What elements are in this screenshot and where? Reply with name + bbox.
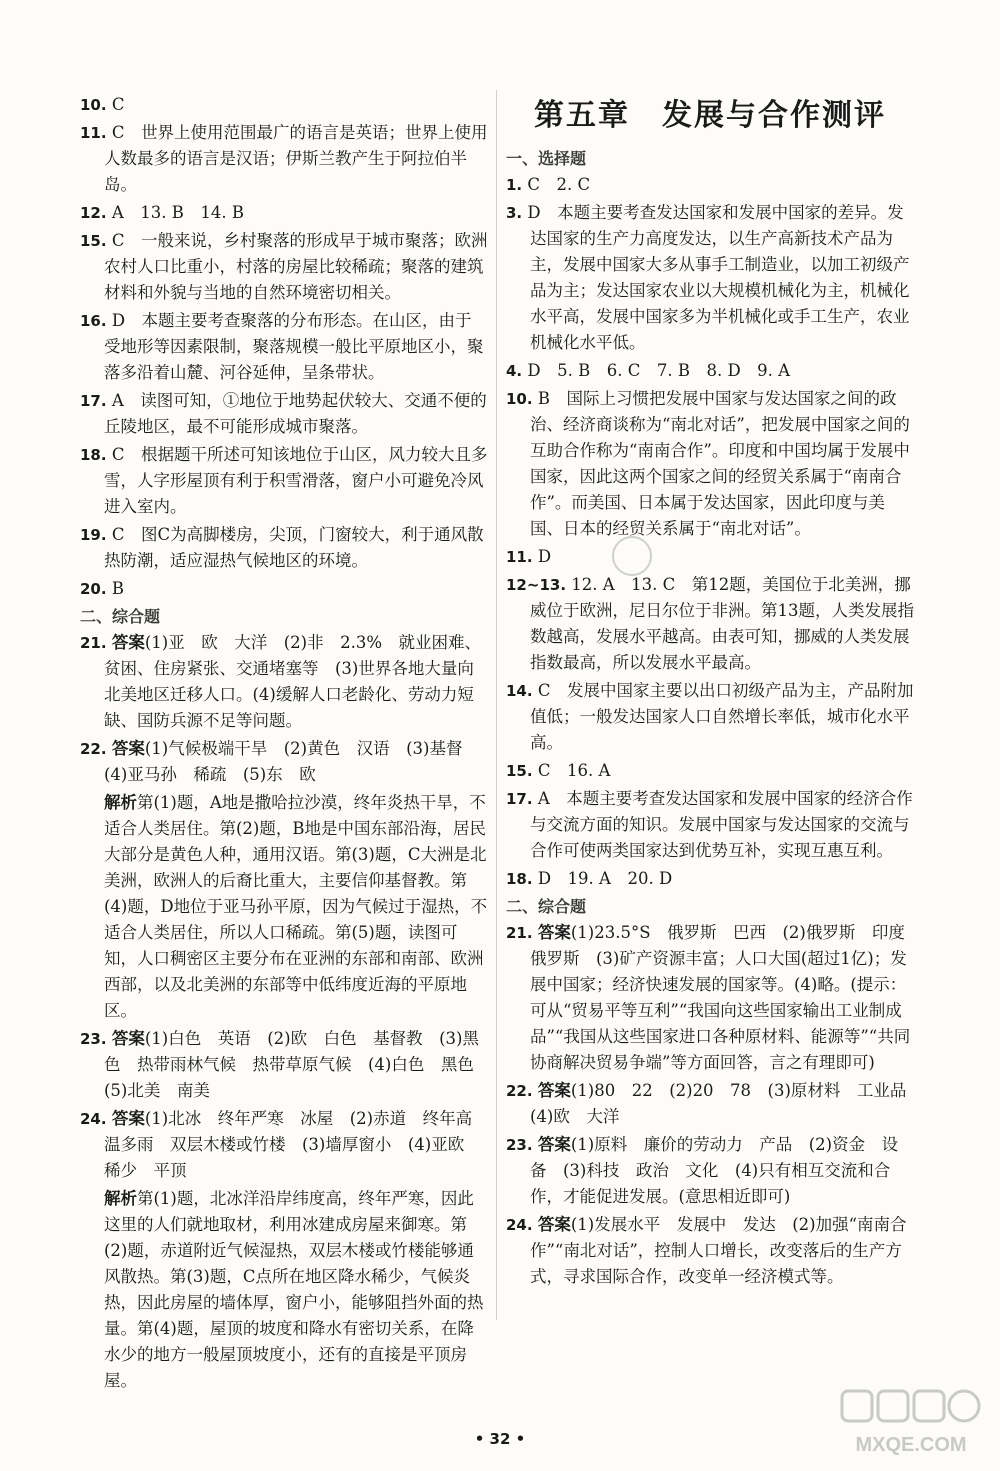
- question-number: 18.: [80, 446, 107, 464]
- question-number: 10.: [80, 96, 107, 114]
- question-number: 11.: [506, 548, 533, 566]
- question-number: 16.: [80, 312, 107, 330]
- right-section-heading-2: 二、综合题: [506, 897, 587, 916]
- answer-text: A 13. B 14. B: [111, 203, 244, 222]
- answer-text: (1)80 22 (2)20 78 (3)原材料 工业品 (4)欧 大洋: [530, 1081, 923, 1126]
- answer-item: [506, 866, 914, 892]
- question-number: 21.: [80, 634, 107, 652]
- answer-item: [80, 228, 488, 306]
- answer-tag: 解析: [104, 793, 137, 812]
- question-number: 24.: [80, 1110, 107, 1128]
- question-number: 15.: [506, 762, 533, 780]
- answer-item: [80, 576, 488, 602]
- answer-item: [80, 200, 488, 226]
- left-answers: [80, 92, 488, 602]
- question-number: 12.: [80, 204, 107, 222]
- question-number: 23.: [80, 1030, 107, 1048]
- answer-item: [80, 630, 488, 734]
- answer-tag: 解析: [104, 1189, 137, 1208]
- watermark-logo-icon: [836, 1385, 986, 1463]
- answer-text: (1)北冰 终年严寒 冰屋 (2)赤道 终年高温多雨 双层木楼或竹楼 (3)墙厚窗小 (4)亚欧 稀少 平顶: [104, 1109, 481, 1180]
- answer-text: C 一般来说，乡村聚落的形成早于城市聚落；欧洲农村人口比重小，村落的房屋比较稀疏；聚落的建筑材料和外貌与当地的自然环境密切相关。: [104, 231, 488, 302]
- left-column: [80, 92, 491, 1396]
- answer-text: B: [111, 579, 124, 598]
- question-number: 20.: [80, 580, 107, 598]
- answer-item: [506, 786, 914, 864]
- answer-tag: 答案: [537, 1215, 571, 1234]
- answer-item: [506, 358, 914, 384]
- question-number: 24.: [506, 1216, 533, 1234]
- question-number: 15.: [80, 232, 107, 250]
- answer-item: [80, 1186, 488, 1394]
- answer-text: (1)23.5°S 俄罗斯 巴西 (2)俄罗斯 印度 俄罗斯 (3)矿产资源丰富；人口大国(超过1亿)；发展中国家；经济快速发展的国家等。(4)略。(提示：可从“贸易平等互利”“我国向这些国家输出工业制成品”“我国从这些国家进口各种原材料、能源等”“共同协商解决贸易争端”等方面回答，言之有理即可): [530, 923, 922, 1072]
- answer-text: C: [111, 95, 125, 114]
- answer-text: C 2. C: [527, 175, 591, 194]
- question-number: 17.: [506, 790, 533, 808]
- question-number: 12~13.: [506, 576, 567, 594]
- question-number: 1.: [506, 176, 523, 194]
- right-column: [506, 92, 923, 1292]
- answer-item: [506, 572, 914, 676]
- answer-tag: 答案: [537, 1081, 571, 1100]
- answer-text: (1)原料 廉价的劳动力 产品 (2)资金 设备 (3)科技 政治 文化 (4)只有相互交流和合作，才能促进发展。(意思相近即可): [530, 1135, 899, 1206]
- answer-text: (1)气候极端干旱 (2)黄色 汉语 (3)基督 (4)亚马孙 稀疏 (5)东 欧: [104, 739, 479, 784]
- answer-item: [80, 790, 488, 1024]
- answer-item: [506, 1078, 923, 1130]
- answer-text: (1)亚 欧 大洋 (2)非 2.3% 就业困难、贫困、住房紧张、交通堵塞等 (3)世界各地大量向北美地区迁移人口。(4)缓解人口老龄化、劳动力短缺、国防兵源不足等问题。: [104, 633, 481, 730]
- answer-text: 第(1)题，北冰洋沿岸纬度高，终年严寒，因此这里的人们就地取材，利用冰建成房屋来御寒。第(2)题，赤道附近气候湿热，双层木楼或竹楼能够通风散热。第(3)题，C点所在地区降水稀少，气候炎热，因此房屋的墙体厚，窗户小，能够阻挡外面的热量。第(4)题，屋顶的坡度和降水有密切关系，在降水少的地方一般屋顶坡度小，还有的直接是平顶房屋。: [104, 1189, 484, 1390]
- answer-item: [506, 172, 914, 198]
- answer-text: (1)发展水平 发展中 发达 (2)加强“南南合作”“南北对话”，控制人口增长，改变落后的生产方式，寻求国际合作，改变单一经济模式等。: [530, 1215, 907, 1286]
- answer-item: [506, 678, 914, 756]
- answer-item: [506, 1132, 914, 1210]
- answer-item: [506, 1212, 914, 1290]
- answer-tag: 答案: [111, 1029, 145, 1048]
- answer-text: D 本题主要考查发达国家和发展中国家的差异。发达国家的生产力高度发达，以生产高新技术产品为主，发展中国家大多从事手工制造业，以加工初级产品为主；发达国家农业以大规模机械化为主，机械化水平高，发展中国家多为半机械化或手工生产，农业机械化水平低。: [527, 203, 910, 352]
- answer-item: [80, 308, 488, 386]
- chapter-title: 第五章 发展与合作测评: [534, 98, 886, 133]
- question-number: 22.: [506, 1082, 533, 1100]
- question-number: 18.: [506, 870, 533, 888]
- answer-text: C 图C为高脚楼房，尖顶，门窗较大，利于通风散热防潮，适应湿热气候地区的环境。: [104, 525, 484, 570]
- answer-text: C 发展中国家主要以出口初级产品为主，产品附加值低；一般发达国家人口自然增长率低，城市化水平高。: [530, 681, 914, 752]
- answer-item: [80, 442, 488, 520]
- question-number: 11.: [80, 124, 107, 142]
- watermark-text: MXQE.COM: [855, 1434, 967, 1456]
- answer-item: [506, 758, 914, 784]
- answer-item: [506, 386, 914, 542]
- answer-item: [506, 200, 914, 356]
- answer-text: 12. A 13. C 第12题，美国位于北美洲，挪威位于欧洲，尼日尔位于非洲。第13题，人类发展指数越高，发展水平越高。由表可知，挪威的人类发展指数最高，所以发展水平最高。: [530, 575, 914, 672]
- answer-item: [80, 388, 488, 440]
- question-number: 21.: [506, 924, 533, 942]
- answer-text: D: [537, 547, 552, 566]
- answer-tag: 答案: [111, 739, 145, 758]
- answer-item: [506, 544, 914, 570]
- answer-item: [506, 920, 922, 1076]
- answer-item: [80, 522, 488, 574]
- right-comprehensive-answers: [506, 920, 923, 1290]
- question-number: 10.: [506, 390, 533, 408]
- answer-tag: 答案: [537, 1135, 571, 1154]
- answer-text: B 国际上习惯把发展中国家与发达国家之间的政治、经济商谈称为“南北对话”，把发展中国家之间的互助合作称为“南南合作”。印度和中国均属于发展中国家，因此这两个国家之间的经贸关系属于“南南合作”。而美国、日本属于发达国家，因此印度与美国、日本的经贸关系属于“南北对话”。: [530, 389, 910, 538]
- question-number: 17.: [80, 392, 107, 410]
- question-number: 23.: [506, 1136, 533, 1154]
- question-number: 3.: [506, 204, 523, 222]
- answer-item: [80, 736, 488, 788]
- question-number: 4.: [506, 362, 523, 380]
- answer-text: D 5. B 6. C 7. B 8. D 9. A: [527, 361, 791, 380]
- answer-text: (1)白色 英语 (2)欧 白色 基督教 (3)黑色 热带雨林气候 热带草原气候 (4)白色 黑色 (5)北美 南美: [104, 1029, 491, 1100]
- answer-text: C 世界上使用范围最广的语言是英语；世界上使用人数最多的语言是汉语；伊斯兰教产生于阿拉伯半岛。: [104, 123, 488, 194]
- left-comprehensive-answers: [80, 630, 491, 1394]
- right-answers: [506, 172, 914, 892]
- question-number: 19.: [80, 526, 107, 544]
- answer-text: C 根据题干所述可知该地位于山区，风力较大且多雪，人字形屋顶有利于积雪滑落，窗户小可避免冷风进入室内。: [104, 445, 488, 516]
- answer-item: [80, 92, 488, 118]
- answer-tag: 答案: [537, 923, 571, 942]
- column-divider: [496, 90, 497, 1320]
- answer-text: 第(1)题，A地是撒哈拉沙漠，终年炎热干旱，不适合人类居住。第(2)题，B地是中国东部沿海，居民大部分是黄色人种，通用汉语。第(3)题，C大洲是北美洲，欧洲人的后裔比重大，主要信仰基督教。第(4)题，D地位于亚马孙平原，因为气候过于湿热，不适合人类居住，所以人口稀疏。第(5)题，读图可知，人口稠密区主要分布在亚洲的东部和南部、欧洲西部，以及北美洲的东部等中低纬度近海的平原地区。: [104, 793, 488, 1020]
- answer-text: C 16. A: [537, 761, 611, 780]
- answer-tag: 答案: [111, 633, 145, 652]
- answer-text: D 19. A 20. D: [537, 869, 673, 888]
- answer-tag: 答案: [111, 1109, 145, 1128]
- answer-item: [80, 1106, 488, 1184]
- answer-item: [80, 1026, 491, 1104]
- page-number: • 32 •: [474, 1430, 526, 1448]
- right-section-heading-1: 一、选择题: [506, 149, 587, 168]
- question-number: 14.: [506, 682, 533, 700]
- answer-text: A 本题主要考查发达国家和发展中国家的经济合作与交流方面的知识。发展中国家与发达国家的交流与合作可使两类国家达到优势互补，实现互惠互利。: [530, 789, 913, 860]
- left-section-heading: 二、综合题: [80, 607, 161, 626]
- question-number: 22.: [80, 740, 107, 758]
- answer-text: A 读图可知，①地位于地势起伏较大、交通不便的丘陵地区，最不可能形成城市聚落。: [104, 391, 487, 436]
- answer-text: D 本题主要考查聚落的分布形态。在山区，由于受地形等因素限制，聚落规模一般比平原地区小，聚落多沿着山麓、河谷延伸，呈条带状。: [104, 311, 484, 382]
- answer-item: [80, 120, 488, 198]
- stamp-seal-icon: [612, 536, 652, 576]
